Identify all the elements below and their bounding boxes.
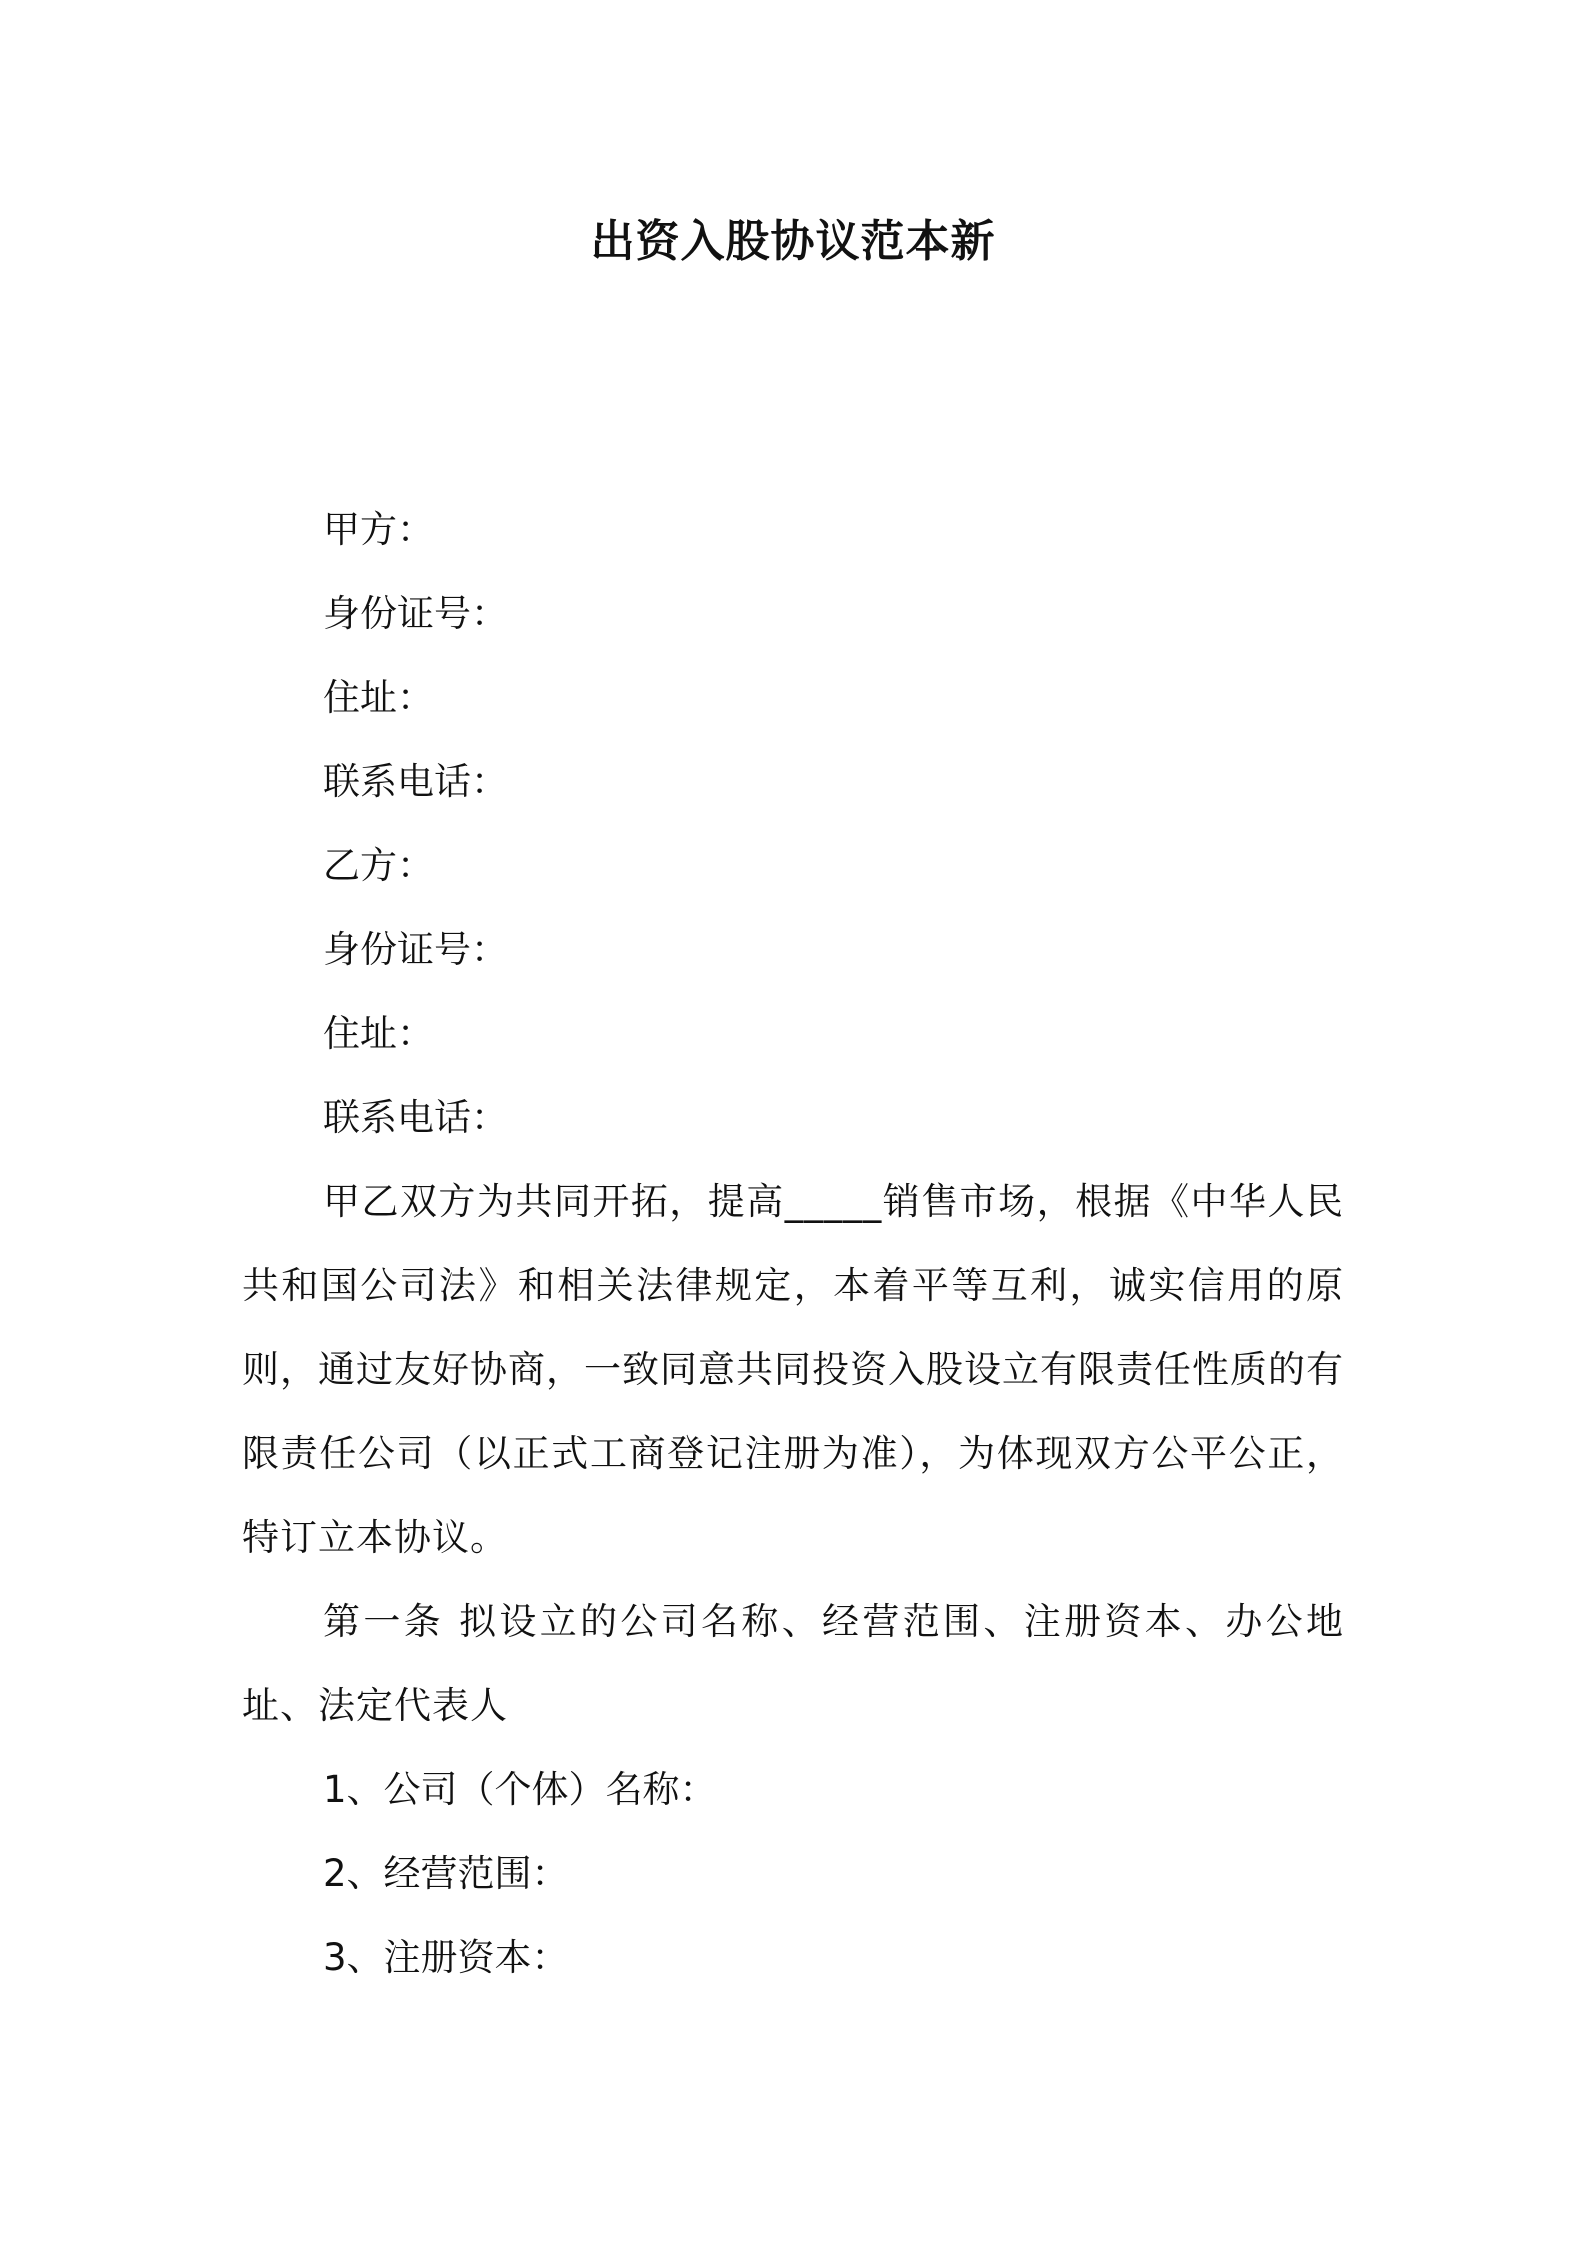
party-b-address-label: 住址： — [323, 1012, 434, 1055]
list-item-business-scope: 2、经营范围： — [323, 1852, 569, 1895]
preamble-paragraph: 甲乙双方为共同开拓，提高_____销售市场，根据《中华人民共和国公司法》和相关法律规定，本着平等互利，诚实信用的原则，通过友好协商，一致同意共同投资入股设立有限责任性质的有限责任公司（以正式工商登记注册为准），为体现双方公平公正，特订立本协议。 — [242, 1180, 1344, 1559]
party-a-name-label: 甲方： — [323, 508, 434, 551]
party-a-id-label: 身份证号： — [323, 592, 508, 635]
party-a-address-label: 住址： — [323, 676, 434, 719]
party-b-phone-label: 联系电话： — [323, 1096, 508, 1139]
list-item-registered-capital: 3、注册资本： — [323, 1936, 569, 1979]
document-body — [242, 488, 1344, 2000]
party-a-phone-label: 联系电话： — [323, 760, 508, 803]
article-1-heading: 第一条 拟设立的公司名称、经营范围、注册资本、办公地址、法定代表人 — [242, 1600, 1344, 1727]
party-b-id-label: 身份证号： — [323, 928, 508, 971]
party-b-name-label: 乙方： — [323, 844, 434, 887]
list-item-company-name: 1、公司（个体）名称： — [323, 1768, 717, 1811]
document-title: 出资入股协议范本新 — [590, 216, 996, 267]
